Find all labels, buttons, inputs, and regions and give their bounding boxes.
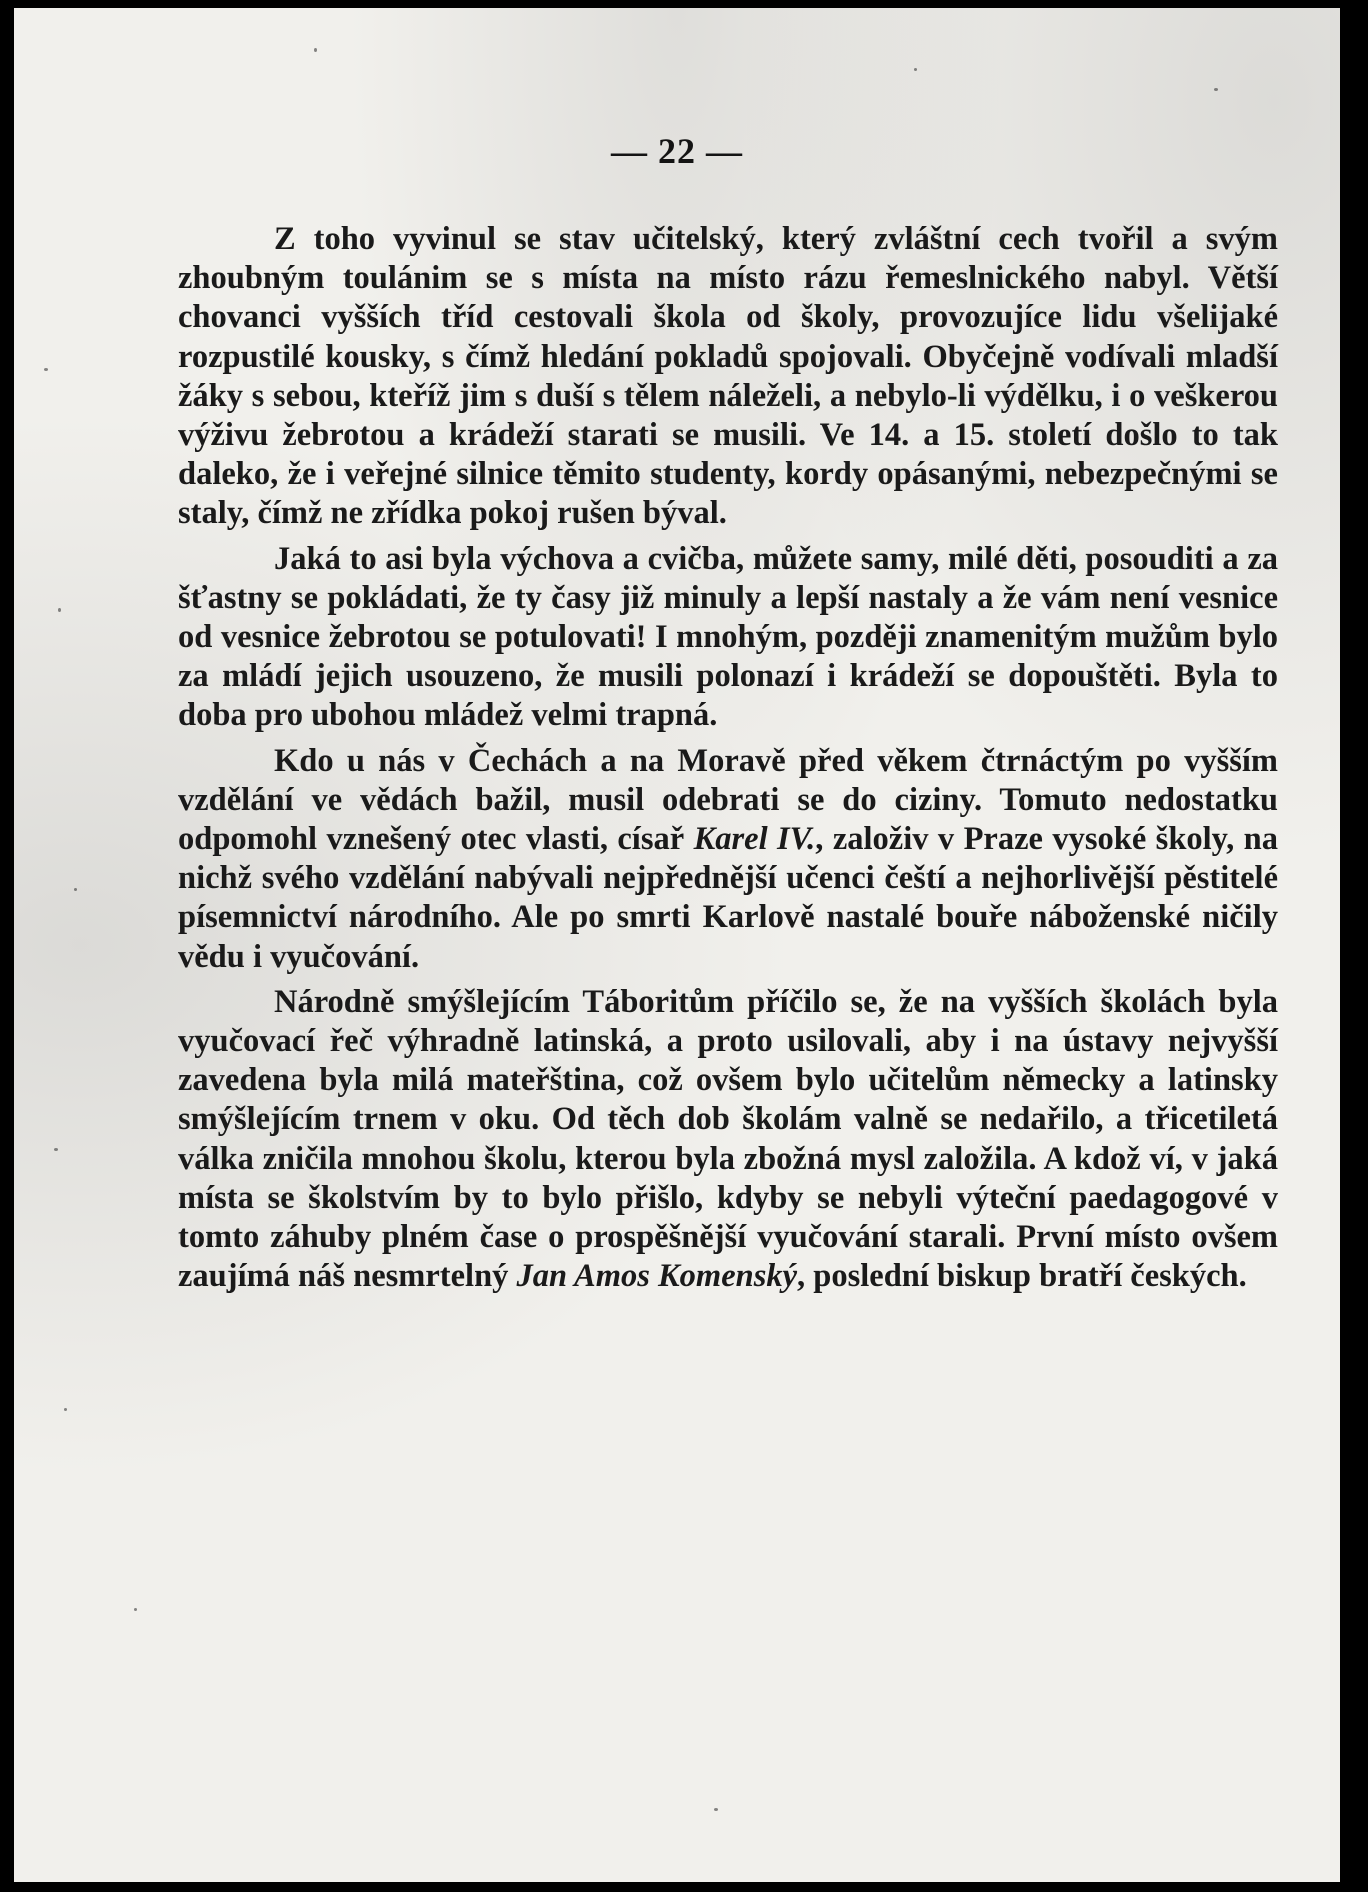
scanned-page [14,8,1340,1882]
paragraph-4-text-a: Národně smýšlejícím Táboritům příčilo se, že na vyšších školách byla vyučovací řeč výhradně latinská, a proto usilovali, aby i na ústavy nejvyšší zavedena byla milá mateřština, což ovšem bylo učitelům německy a latinsky smýšlejícím trnem v oku. Od těch dob školám valně se nedařilo, a třicetiletá válka zničila mnohou školu, kterou byla zbožná mysl založila. A kdož ví, v jaká místa se školstvím by to bylo přišlo, kdyby se nebyli výteční paedagogové v tomto záhuby plném čase o prospěšnější vyučování starali. První místo ovšem zaujímá náš nesmrtelný [178,983,1278,1295]
paragraph-3-text-a: Kdo u nás v Čechách a na Moravě před věkem čtrnáctým po vyšším vzdělání ve vědách bažil, musil odebrati se do ciziny. Tomuto nedostatku odpomohl vznešený otec vlasti, císař [178,742,1278,858]
scan-speck [54,1148,58,1151]
scan-speck [714,1808,718,1811]
scan-speck [914,68,917,71]
name-komensky: Jan Amos Komenský [516,1258,798,1295]
scan-speck [44,368,48,371]
paragraph-3 [178,742,1278,977]
page-number: — 22 — [611,131,743,171]
paragraph-2 [178,540,1278,736]
paragraph-1-text: Z toho vyvinul se stav učitelský, který zvláštní cech tvořil a svým zhoubným toulánim se s místa na místo rázu řemeslnického nabyl. Větší chovanci vyšších tříd cestovali škola od školy, provozujíce lidu všelijaké rozpustilé kousky, s čímž hledání pokladů spojovali. Obyčejně vodívali mladší žáky s sebou, kteříž jim s duší s tělem náleželi, a nebylo-li výdělku, i o veškerou výživu žebrotou a krádeží starati se musili. Ve 14. a 15. století došlo to tak daleko, že i veřejné silnice těmito studenty, kordy opásanými, nebezpečnými se staly, čímž ne zřídka pokoj rušen býval. [178,221,1278,532]
scan-speck [1214,88,1218,91]
paragraph-2-text: Jaká to asi byla výchova a cvičba, můžete samy, milé děti, posouditi a za šťastny se pokládati, že ty časy již minuly a lepší nastaly a že vám není vesnice od vesnice žebrotou se potulovati! I mnohým, později znamenitým mužům bylo za mládí jejich usouzeno, že musili polonazí i krádeží se dopouštěti. Byla to doba pro ubohou mládež velmi trapná. [178,540,1278,734]
paragraph-1 [178,220,1278,534]
scan-speck [64,1408,67,1411]
scan-speck [314,48,317,52]
name-karel-iv: Karel IV. [693,821,816,858]
body-text [178,220,1278,1302]
paragraph-4 [178,983,1278,1297]
scan-speck [74,888,77,891]
paragraph-4-text-b: , poslední biskup bratří českých. [797,1258,1247,1295]
scan-speck [134,1608,137,1611]
paragraph-3-text-b: , založiv v Praze vysoké školy, na nichž svého vzdělání nabývali nejpřednější učenci čeští a nejhorlivější pěstitelé písemnictví národního. Ale po smrti Karlově nastalé bouře náboženské ničily vědu i vyučování. [178,821,1278,975]
scan-speck [58,608,61,612]
